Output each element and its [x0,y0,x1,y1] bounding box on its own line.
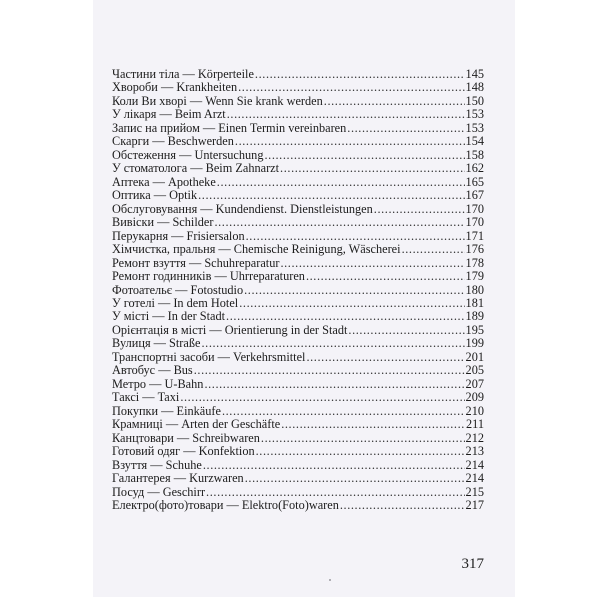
dot-leader [180,391,464,404]
toc-entry [112,310,484,323]
toc-entry-page: 153 [465,107,484,122]
toc-entry-page: 195 [465,322,484,337]
toc-entry-title: Запис на прийом — Einen Termin vereinbaren [112,120,347,135]
toc-entry-page: 176 [465,242,484,257]
toc-entry-page: 217 [465,498,484,512]
toc-entry [112,337,484,350]
toc-entry-title: Галантерея — Kurzwaren [112,471,244,486]
toc-entry-page: 189 [465,309,484,324]
toc-entry-title: Коли Ви хворі — Wenn Sie krank werden [112,93,323,108]
toc-entry-title: Канцтовари — Schreibwaren [112,430,260,445]
toc-entry-title: Хімчистка, пральня — Chemische Reinigung, Wäscherei [112,242,401,257]
toc-entry-title: Перукарня — Frisiersalon [112,228,245,243]
toc-entry [112,445,484,458]
toc-entry-title: Фотоательє — Fotostudio [112,282,244,297]
toc-entry [112,486,484,499]
toc-entry-page: 214 [465,457,484,472]
toc-entry-title: Транспортні засоби — Verkehrsmittel [112,349,306,364]
toc-entry-title: Таксі — Taxi [112,390,180,405]
toc-entry [112,270,484,283]
toc-entry-page: 170 [465,201,484,216]
toc-entry-title: Обслуговування — Kundendienst. Dienstleistungen [112,201,373,216]
dot-leader [347,122,464,135]
toc-entry-title: Вивіски — Schilder [112,215,214,230]
toc-entry-page: 154 [465,134,484,149]
toc-entry-page: 150 [465,93,484,108]
toc-entry-page: 211 [466,417,484,432]
toc-entry [112,135,484,148]
dot-leader [201,337,464,350]
toc-entry-page: 207 [465,376,484,391]
dot-leader [306,351,464,364]
toc-entry-page: 179 [465,269,484,284]
toc-entry-title: Орієнтація в місті — Orientierung in der Stadt [112,322,348,337]
table-of-contents [112,68,484,512]
toc-entry-page: 170 [465,215,484,230]
toc-entry [112,432,484,445]
dot-leader [222,405,465,418]
dot-leader [280,162,465,175]
toc-entry [112,176,484,189]
toc-entry [112,81,484,94]
dot-leader [198,189,464,202]
toc-entry-title: Покупки — Einkäufe [112,403,221,418]
toc-entry [112,149,484,162]
toc-entry [112,351,484,364]
toc-entry-page: 212 [465,430,484,445]
toc-entry [112,391,484,404]
dot-leader [340,499,465,512]
dot-leader [238,81,464,94]
dot-leader [261,432,465,445]
toc-entry-title: Ремонт годинників — Uhrreparaturen [112,269,305,284]
toc-entry-page: 162 [465,161,484,176]
dot-leader [245,472,465,485]
dot-leader [194,364,465,377]
dot-leader [255,68,465,81]
toc-entry-page: 201 [465,349,484,364]
toc-entry [112,499,484,512]
toc-entry [112,68,484,81]
dot-leader [203,459,465,472]
toc-entry-page: 148 [465,80,484,95]
toc-entry-title: У готелі — In dem Hotel [112,295,239,310]
toc-entry [112,95,484,108]
toc-entry-page: 165 [465,174,484,189]
toc-entry [112,216,484,229]
toc-entry-title: Хвороби — Krankheiten [112,80,238,95]
toc-entry-page: 214 [465,471,484,486]
dot-leader [204,378,464,391]
toc-entry-page: 153 [465,120,484,135]
toc-entry [112,459,484,472]
toc-entry [112,122,484,135]
toc-entry-page: 171 [465,228,484,243]
dot-leader [244,284,464,297]
dot-leader [281,418,465,431]
toc-entry-title: У стоматолога — Beim Zahnarzt [112,161,280,176]
toc-entry-title: Крамниці — Arten der Geschäfte [112,417,281,432]
toc-entry [112,297,484,310]
dot-leader [264,149,464,162]
toc-entry [112,364,484,377]
toc-entry-title: Частини тіла — Körperteile [112,67,254,81]
toc-entry-page: 145 [465,67,484,81]
toc-entry-page: 180 [465,282,484,297]
toc-entry-title: Метро — U-Bahn [112,376,204,391]
toc-entry-page: 205 [465,363,484,378]
dot-leader [256,445,465,458]
toc-entry [112,243,484,256]
toc-entry-title: Обстеження — Untersuchung [112,147,264,162]
toc-entry [112,189,484,202]
toc-entry-title: Посуд — Geschirr [112,484,206,499]
dot-leader [306,270,465,283]
toc-entry-page: 167 [465,188,484,203]
toc-entry-title: Електро(фото)товари — Elektro(Foto)waren [112,498,339,512]
dot-leader [348,324,464,337]
toc-entry [112,324,484,337]
toc-entry-title: Вулиця — Straße [112,336,201,351]
toc-entry-page: 210 [465,403,484,418]
dot-leader [246,230,465,243]
dot-leader [239,297,464,310]
toc-entry-title: Оптика — Optik [112,188,198,203]
toc-entry-title: Скарги — Beschwerden [112,134,234,149]
toc-entry-page: 213 [465,444,484,459]
toc-entry-page: 199 [465,336,484,351]
toc-entry [112,418,484,431]
toc-entry [112,378,484,391]
dot-leader [402,243,465,256]
dot-leader [214,216,464,229]
toc-entry-page: 178 [465,255,484,270]
toc-entry-title: Готовий одяг — Konfektion [112,444,255,459]
page-number: 317 [461,556,484,572]
toc-entry [112,472,484,485]
toc-entry [112,230,484,243]
toc-entry-page: 181 [465,295,484,310]
dot-leader [227,108,465,121]
toc-entry-title: Ремонт взуття — Schuhreparatur [112,255,280,270]
toc-entry-title: Аптека — Apotheke [112,174,216,189]
toc-entry [112,162,484,175]
toc-entry-title: Взуття — Schuhe [112,457,202,472]
dot-leader [226,310,465,323]
toc-entry-title: У лікаря — Beim Arzt [112,107,226,122]
toc-entry [112,203,484,216]
toc-entry-page: 209 [465,390,484,405]
toc-entry [112,257,484,270]
toc-entry [112,405,484,418]
toc-entry [112,284,484,297]
dot-leader [217,176,465,189]
dot-leader [235,135,465,148]
dot-leader [374,203,465,216]
dot-leader [206,486,465,499]
paper-speck [329,579,331,581]
toc-entry-title: У місті — In der Stadt [112,309,226,324]
dot-leader [324,95,465,108]
toc-entry [112,108,484,121]
dot-leader [280,257,464,270]
toc-entry-page: 158 [465,147,484,162]
toc-entry-page: 215 [465,484,484,499]
toc-entry-title: Автобус — Bus [112,363,193,378]
